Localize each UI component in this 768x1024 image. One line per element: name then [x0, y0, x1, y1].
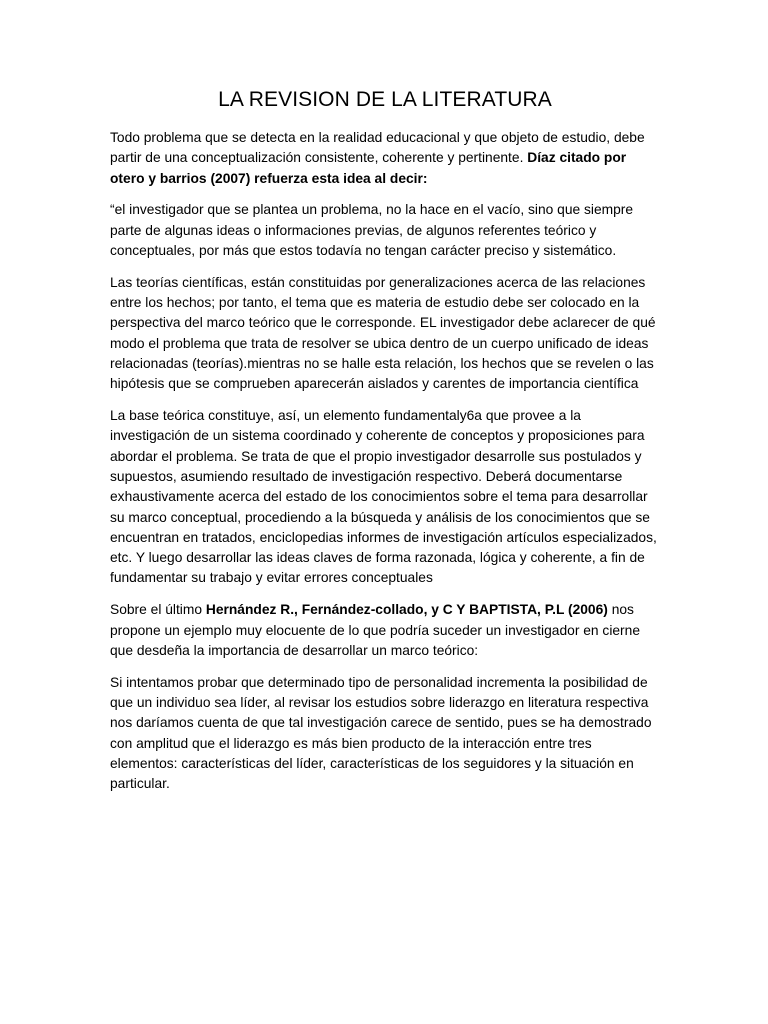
paragraph-5-after: nos propone un ejemplo muy elocuente de lo que podría suceder un investigador en cierne que desdeña la importancia de desarrollar un marco teórico: — [110, 602, 641, 658]
paragraph-5-before: Sobre el último — [110, 602, 206, 618]
paragraph-6: Si intentamos probar que determinado tipo de personalidad incrementa la posibilidad de que un individuo sea líder, al revisar los estudios sobre liderazgo en literatura respectiva nos daríamos cuenta de que tal investigación carece de sentido, pues se ha demostrado con amplitud que el liderazgo es más bien producto de la interacción entre tres elementos: características del líder, características de los seguidores y la situación en particular. — [110, 674, 652, 792]
paragraph-5 — [110, 600, 660, 661]
document-title: LA REVISION DE LA LITERATURA — [218, 88, 552, 111]
paragraph-1-citation: Díaz citado por otero y barrios (2007) refuerza esta idea al decir: — [110, 150, 627, 186]
document-body — [110, 86, 660, 806]
paragraph-5-citation: Hernández R., Fernández-collado, y C Y BAPTISTA, P.L (2006) — [205, 602, 608, 618]
paragraph-3: Las teorías científicas, están constituidas por generalizaciones acerca de las relaciones entre los hechos; por tanto, el tema que es materia de estudio debe ser colocado en la perspectiva del marco teórico que le corresponde. EL investigador debe aclarecer de qué modo el problema que trata de resolver se ubica dentro de un cuerpo unificado de ideas relacionadas (teorías).mientras no se halle esta relación, los hechos que se revelen o las hipótesis que se comprueben aparecerán aislados y carentes de importancia científica — [110, 274, 656, 392]
paragraph-4: La base teórica constituye, así, un elemento fundamentaly6a que provee a la investigación de un sistema coordinado y coherente de conceptos y proposiciones para abordar el problema. Se trata de que el propio investigador desarrolle sus postulados y supuestos, asumiendo resultado de investigación respectivo. Deberá documentarse exhaustivamente acerca del estado de los conocimientos sobre el tema para desarrollar su marco conceptual, procediendo a la búsqueda y análisis de los conocimientos que se encuentran en tratados, enciclopedias informes de investigación artículos especializados, etc. Y luego desarrollar las ideas claves de forma razonada, lógica y coherente, a fin de fundamentar su trabajo y evitar errores conceptuales — [110, 408, 657, 586]
paragraph-1-text: Todo problema que se detecta en la realidad educacional y que objeto de estudio, debe partir de una conceptualización consistente, coherente y pertinente. — [110, 130, 645, 166]
paragraph-2-quote: “el investigador que se plantea un problema, no la hace en el vacío, sino que siempre parte de algunas ideas o informaciones previas, de algunos referentes teórico y conceptuales, por más que estos todavía no tengan carácter preciso y sistemático. — [110, 202, 634, 258]
paragraph-1 — [110, 128, 660, 189]
